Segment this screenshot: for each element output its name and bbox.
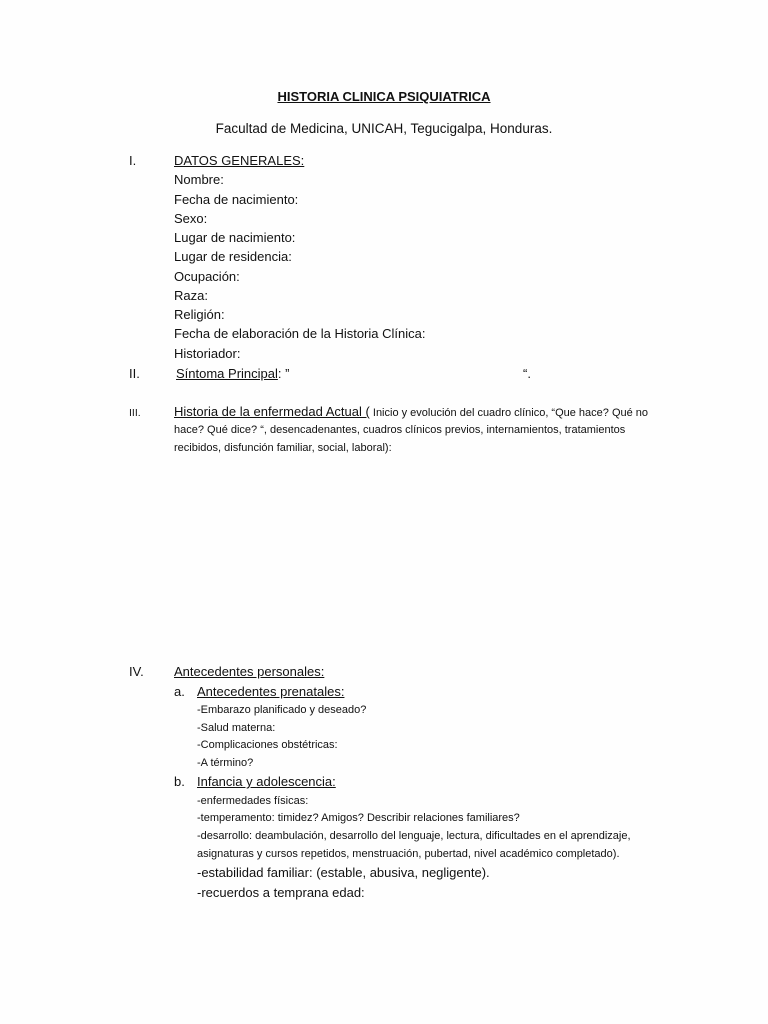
- childhood-item-5: -estabilidad familiar: (estable, abusiva, negligente).: [197, 865, 490, 880]
- childhood-item-6: -recuerdos a temprana edad:: [197, 885, 365, 900]
- section-1-number: I.: [129, 153, 137, 168]
- document-subtitle: Facultad de Medicina, UNICAH, Tegucigalpa, Honduras.: [215, 121, 553, 136]
- section-3-heading: Historia de la enfermedad Actual (: [174, 404, 370, 419]
- field-religion: Religión:: [174, 307, 225, 322]
- section-3-line-3: recibidos, disfunción familiar, social, laboral):: [174, 442, 392, 454]
- field-lugar-nacimiento: Lugar de nacimiento:: [174, 230, 296, 245]
- field-nombre: Nombre:: [174, 172, 224, 187]
- childhood-item-3: -desarrollo: deambulación, desarrollo del lenguaje, lectura, dificultades en el aprendizaje,: [197, 830, 631, 842]
- field-sexo: Sexo:: [174, 211, 208, 226]
- prenatal-item-4: -A término?: [197, 757, 254, 769]
- field-raza: Raza:: [174, 288, 208, 303]
- subsection-a-title: Antecedentes prenatales:: [197, 684, 345, 699]
- document-title: HISTORIA CLINICA PSIQUIATRICA: [277, 89, 491, 104]
- field-historiador: Historiador:: [174, 346, 241, 361]
- childhood-item-2: -temperamento: timidez? Amigos? Describir relaciones familiares?: [197, 812, 520, 824]
- subsection-a-letter: a.: [174, 684, 185, 699]
- section-4-heading: Antecedentes personales:: [174, 664, 325, 679]
- section-3-description: Inicio y evolución del cuadro clínico, “Que hace? Qué no: [369, 407, 649, 419]
- childhood-item-4: asignaturas y cursos repetidos, menstruación, pubertad, nivel académico completado).: [197, 848, 620, 860]
- field-fecha-nacimiento: Fecha de nacimiento:: [174, 192, 299, 207]
- section-3-number: III.: [129, 407, 141, 419]
- section-4-number: IV.: [129, 664, 144, 679]
- prenatal-item-1: -Embarazo planificado y deseado?: [197, 704, 367, 716]
- section-2-line: [176, 366, 289, 381]
- section-2-closing-quote: “.: [523, 366, 531, 381]
- prenatal-item-3: -Complicaciones obstétricas:: [197, 739, 338, 751]
- prenatal-item-2: -Salud materna:: [197, 722, 276, 734]
- section-1-heading: DATOS GENERALES:: [174, 153, 305, 168]
- childhood-item-1: -enfermedades físicas:: [197, 795, 309, 807]
- section-2-number: II.: [129, 366, 140, 381]
- field-lugar-residencia: Lugar de residencia:: [174, 249, 292, 264]
- subsection-b-title: Infancia y adolescencia:: [197, 774, 336, 789]
- section-2-open-quote: : ”: [277, 366, 290, 381]
- section-3-line-1: [174, 404, 648, 419]
- section-2-heading: Síntoma Principal: [176, 366, 278, 381]
- section-3-line-2: hace? Qué dice? “, desencadenantes, cuadros clínicos previos, internamientos, tratamientos: [174, 424, 626, 436]
- field-ocupacion: Ocupación:: [174, 269, 240, 284]
- field-fecha-elaboracion: Fecha de elaboración de la Historia Clínica:: [174, 326, 426, 341]
- subsection-b-letter: b.: [174, 774, 185, 789]
